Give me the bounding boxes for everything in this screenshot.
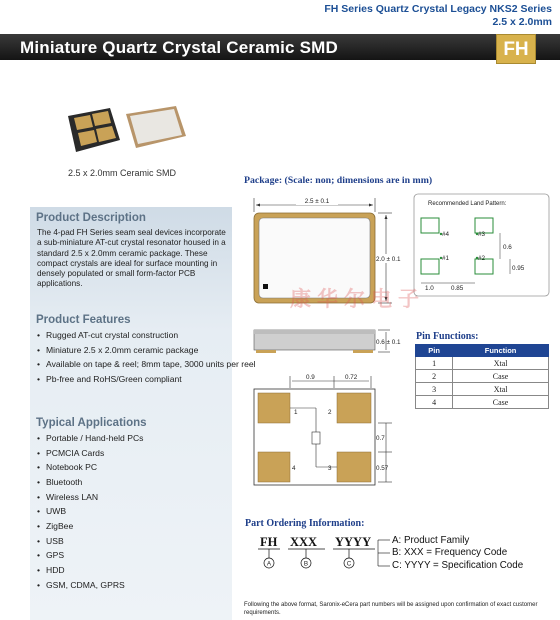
pad-dimension-a: 0.9	[306, 374, 315, 381]
watermark: 康华尔电子	[290, 287, 425, 311]
package-title: Package: (Scale: non; dimensions are in mm)	[244, 175, 433, 186]
list-item: • ZigBee	[37, 521, 143, 532]
code-family: FH	[260, 535, 278, 549]
pin-label: 4	[292, 465, 296, 472]
list-item: • HDD	[37, 565, 143, 576]
column-header: Pin	[416, 345, 453, 357]
list-item: • Wireless LAN	[37, 492, 143, 503]
list-item: • Notebook PC	[37, 462, 143, 473]
function-cell: Xtal	[453, 357, 549, 370]
list-item: • GPS	[37, 550, 143, 561]
pin-cell: 2	[416, 370, 453, 383]
land-pad-label: #2	[478, 255, 486, 262]
pin-label: 2	[328, 409, 332, 416]
land-pattern-title: Recommended Land Pattern:	[428, 201, 507, 207]
list-item: • PCMCIA Cards	[37, 448, 143, 459]
land-dimension: 0.95	[512, 265, 525, 272]
height-dimension: 2.0 ± 0.1	[376, 256, 401, 263]
list-item: • Bluetooth	[37, 477, 143, 488]
land-dimension: 1.0	[425, 285, 434, 292]
banner-title: Miniature Quartz Crystal Ceramic SMD	[20, 38, 339, 57]
table-header-row	[416, 345, 549, 357]
series-badge: FH	[496, 34, 536, 64]
marker-c: C	[346, 560, 352, 568]
width-dimension: 2.5 ± 0.1	[304, 198, 330, 205]
pad-dimension-d: 0.57	[376, 465, 389, 472]
list-item: • USB	[37, 536, 143, 547]
package-bottom-view	[254, 374, 392, 485]
pin-functions-table	[415, 344, 549, 409]
list-item: • UWB	[37, 506, 143, 517]
marker-b: B	[303, 560, 309, 568]
series-line: FH Series Quartz Crystal Legacy NKS2 Series	[324, 3, 552, 15]
table-row	[416, 396, 549, 409]
description-heading: Product Description	[36, 212, 146, 224]
function-cell: Case	[453, 396, 549, 409]
pin-functions-title: Pin Functions:	[416, 331, 479, 342]
package-side-view	[254, 330, 401, 353]
land-pattern	[414, 194, 549, 296]
legend-product-family: A: Product Family	[392, 535, 470, 546]
list-item: • Pb-free and RoHS/Green compliant	[37, 374, 256, 385]
size-line: 2.5 x 2.0mm	[492, 16, 552, 28]
legend-specification-code: C: YYYY = Specification Code	[392, 560, 524, 571]
code-specification: YYYY	[335, 535, 372, 549]
pin-label: 1	[294, 409, 298, 416]
function-cell: Case	[453, 370, 549, 383]
pin-cell: 4	[416, 396, 453, 409]
table-row	[416, 370, 549, 383]
land-dimension: 0.85	[451, 285, 464, 292]
table-row	[416, 383, 549, 396]
list-item: • Portable / Hand-held PCs	[37, 433, 143, 444]
ordering-title: Part Ordering Information:	[245, 518, 365, 529]
pad-dimension-b: 0.72	[345, 374, 358, 381]
marker-a: A	[266, 560, 272, 568]
description-text: The 4-pad FH Series seam seal devices incorporate a sub-miniature AT-cut crystal resonator housed in a standard 2.5 x 2.0mm ceramic package. These compact crystals are ideal for surface mounting in densely populated or small form-factor PCB applications.	[37, 228, 226, 289]
table-row	[416, 357, 549, 370]
land-pad-label: #3	[478, 231, 486, 238]
column-header: Function	[453, 345, 549, 357]
land-pad-label: #1	[442, 255, 450, 262]
code-frequency: XXX	[290, 535, 318, 549]
list-item: • Rugged AT-cut crystal construction	[37, 330, 256, 341]
list-item: • GSM, CDMA, GPRS	[37, 580, 143, 591]
thickness-dimension: 0.6 ± 0.1	[376, 339, 401, 346]
applications-heading: Typical Applications	[36, 417, 147, 429]
function-cell: Xtal	[453, 383, 549, 396]
land-pad-label: #4	[442, 231, 450, 238]
pin-cell: 1	[416, 357, 453, 370]
pad-dimension-c: 0.7	[376, 435, 385, 442]
features-heading: Product Features	[36, 314, 131, 326]
land-dimension: 0.6	[503, 244, 512, 251]
list-item: • Miniature 2.5 x 2.0mm ceramic package	[37, 345, 256, 356]
photo-caption: 2.5 x 2.0mm Ceramic SMD	[68, 168, 177, 178]
legend-frequency-code: B: XXX = Frequency Code	[392, 547, 508, 558]
pin-label: 3	[328, 465, 332, 472]
part-number-format	[260, 535, 371, 550]
ordering-footnote: Following the above format, Saronix-eCera part numbers will be assigned upon confirmation of exact customer requirements.	[244, 602, 538, 616]
list-item: • Available on tape & reel; 8mm tape, 3000 units per reel	[37, 359, 256, 370]
pin-cell: 3	[416, 383, 453, 396]
